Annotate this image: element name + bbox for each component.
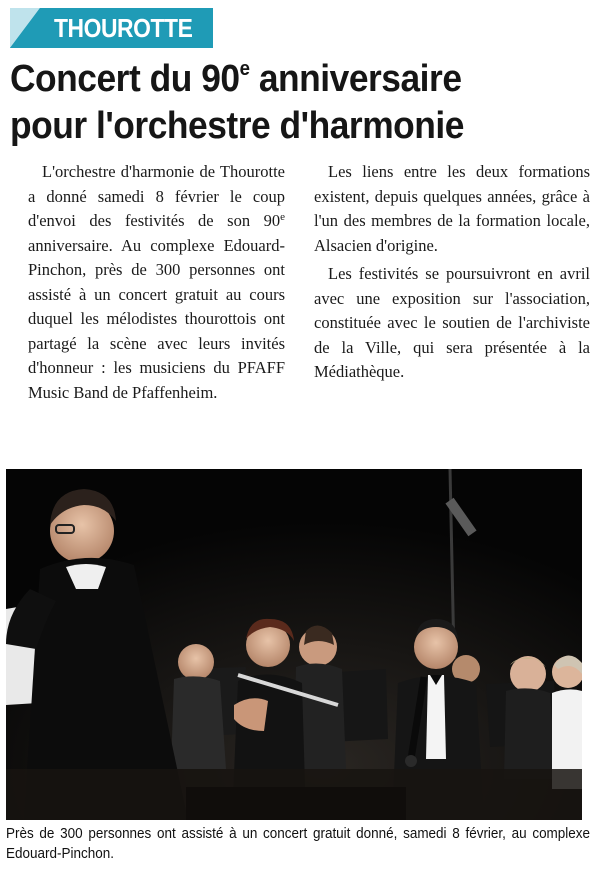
headline-line-2: pour l'orchestre d'harmonie	[10, 105, 464, 147]
article-paragraph: Les festivités se poursuivront en avril avec une exposition sur l'association, constituée avec le soutien de l'archiviste de la Ville, qui sera présentée à la Médiathèque.	[314, 264, 590, 381]
article-paragraph: Les liens entre les deux formations existent, depuis quelques années, grâce à l'un des membres de la formation locale, Alsacien d'origine.	[314, 162, 590, 255]
ordinal-superscript: e	[280, 211, 285, 223]
paragraph-text: L'orchestre d'harmonie de Thourotte a donné samedi 8 février le coup d'envoi des festivités de son 90	[28, 162, 285, 230]
headline-line-1	[10, 56, 559, 103]
photo-caption: Près de 300 personnes ont assisté à un concert gratuit donné, samedi 8 février, au complexe Edouard-Pinchon.	[6, 826, 591, 862]
section-tag	[10, 8, 213, 48]
article-paragraph	[28, 160, 285, 405]
section-label: THOUROTTE	[54, 13, 193, 43]
headline-superscript: e	[239, 58, 250, 80]
tag-stripe-decoration	[10, 8, 48, 48]
headline	[10, 56, 600, 150]
concert-photo	[6, 469, 582, 820]
headline-line-1-start: Concert du 90	[10, 58, 240, 100]
paragraph-text: anniversaire. Au complexe Edouard-Pinchon, près de 300 personnes ont assisté à un concert gratuit au cours duquel les mélodistes thourottois ont partagé la scène avec leurs invités d'honneur : les musiciens du PFAFF Music Band de Pfaffenheim.	[28, 235, 285, 402]
article-column-right	[314, 160, 590, 385]
article-column-left	[28, 160, 285, 405]
headline-line-1-end: anniversaire	[249, 58, 462, 100]
